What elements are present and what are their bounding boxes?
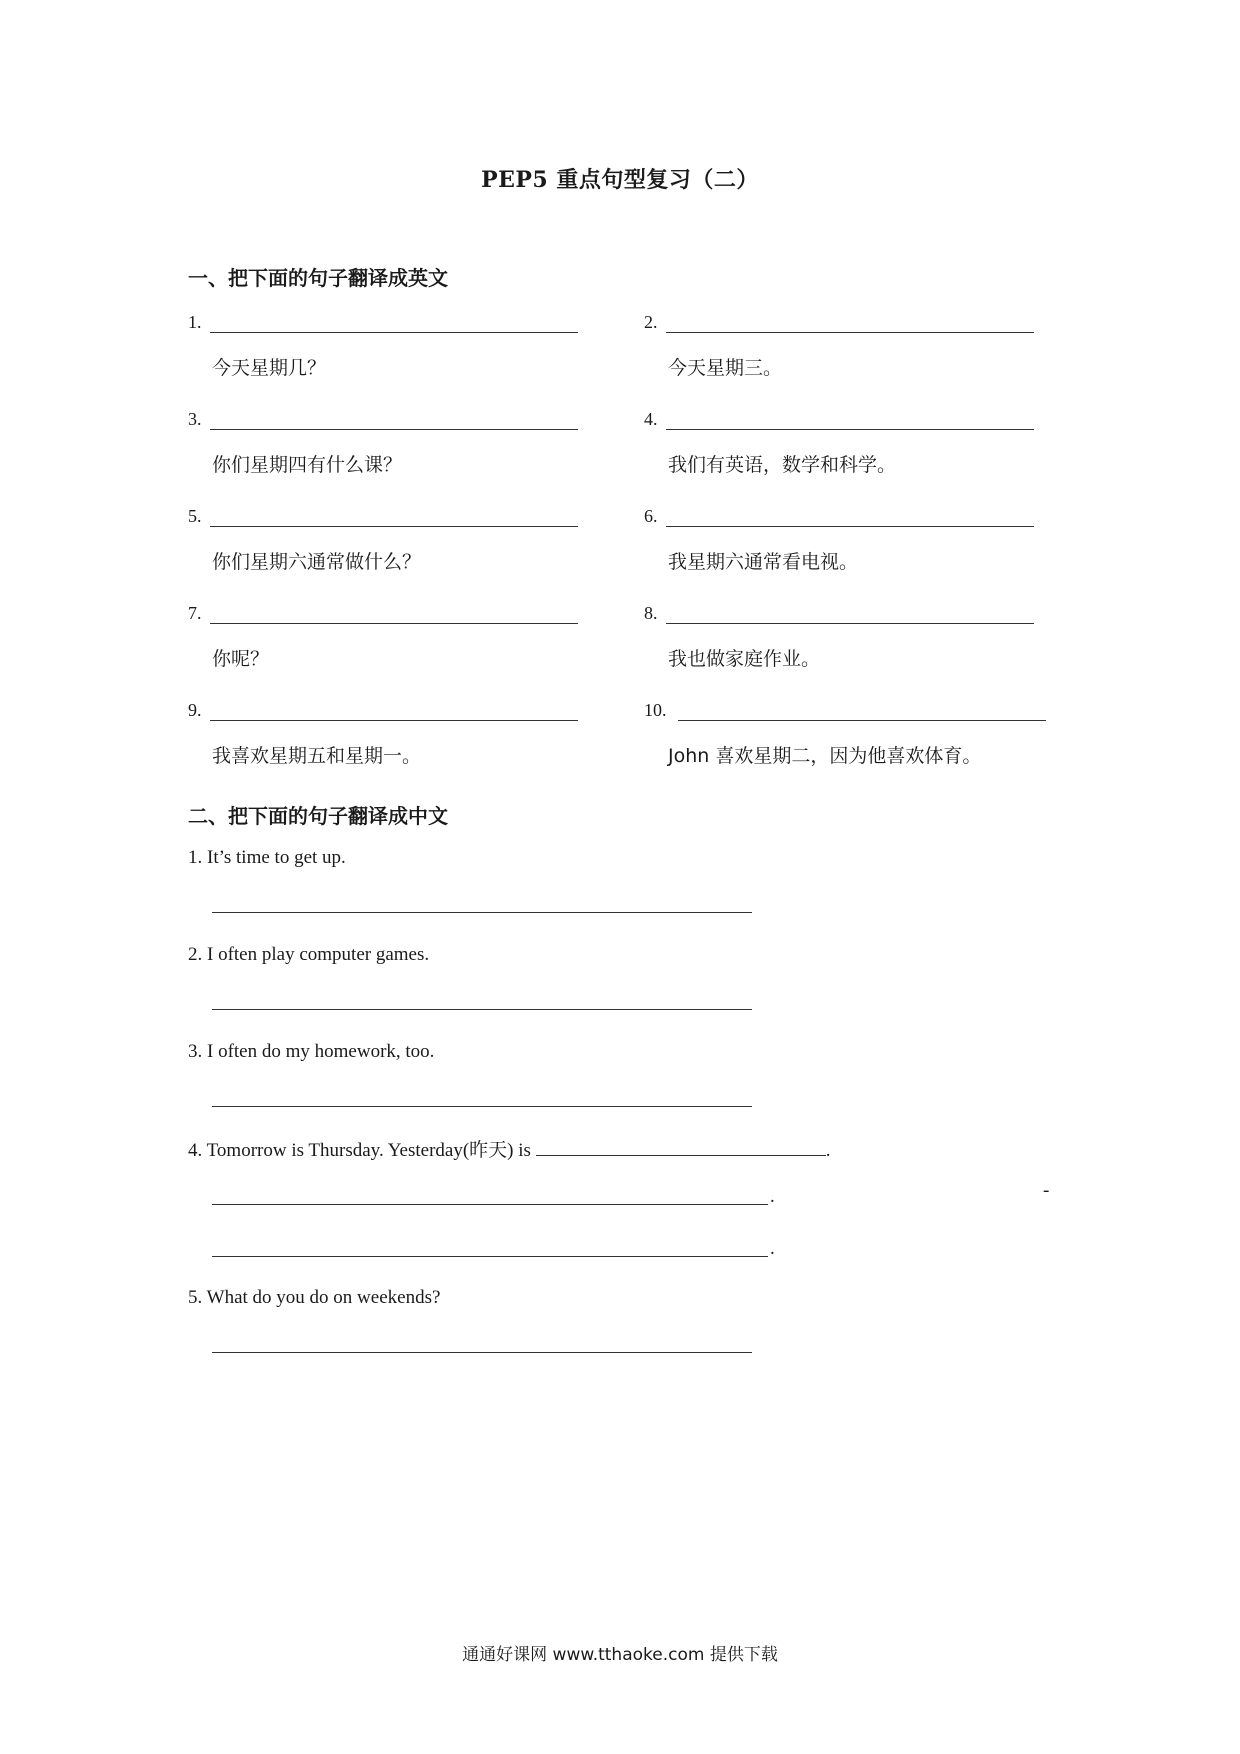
chinese-sentence: 今天星期三。 (668, 357, 783, 379)
chinese-sentence: 我星期六通常看电视。 (668, 551, 859, 573)
answer-line-4b[interactable] (212, 1256, 768, 1257)
answer-line[interactable] (210, 429, 578, 430)
item-number: 9. (188, 700, 202, 720)
item-number: 8. (644, 603, 658, 623)
exercise-3-item (188, 407, 588, 487)
item-number: 10. (644, 700, 667, 720)
chinese-sentence: 我们有英语，数学和科学。 (668, 454, 897, 476)
answer-line[interactable] (678, 720, 1046, 721)
exercise-5-item (188, 504, 588, 584)
line-end-period: . (770, 1186, 775, 1207)
item-number: 5. (188, 506, 202, 526)
page-title: PEP5 重点句型复习（二） (481, 167, 759, 193)
item-number: 2. (644, 312, 658, 332)
exercise-10-item (644, 698, 1064, 778)
exercise-7-item (188, 601, 588, 681)
chinese-sentence: John 喜欢星期二，因为他喜欢体育。 (668, 745, 982, 767)
chinese-sentence: 我也做家庭作业。 (668, 648, 821, 670)
item-number: 3. (188, 409, 202, 429)
answer-line-1[interactable] (212, 912, 752, 913)
chinese-sentence: 你们星期四有什么课？ (212, 454, 403, 476)
section-2-heading: 二、把下面的句子翻译成中文 (188, 804, 448, 828)
answer-line[interactable] (666, 429, 1034, 430)
exercise-1-item (188, 310, 588, 390)
question-3: 3. I often do my homework, too. (188, 1041, 435, 1062)
exercise-4-item (644, 407, 1044, 487)
answer-line[interactable] (666, 526, 1034, 527)
question-4-text: 4. Tomorrow is Thursday. Yesterday(昨天) is (188, 1140, 531, 1161)
question-4-blank[interactable] (536, 1137, 826, 1156)
line-end-period: . (770, 1238, 775, 1259)
answer-line-2[interactable] (212, 1009, 752, 1010)
question-2: 2. I often play computer games. (188, 944, 430, 965)
answer-line[interactable] (210, 332, 578, 333)
answer-line[interactable] (666, 332, 1034, 333)
item-number: 4. (644, 409, 658, 429)
question-5: 5. What do you do on weekends? (188, 1287, 441, 1308)
answer-line[interactable] (210, 720, 578, 721)
chinese-sentence: 今天星期几？ (212, 357, 327, 379)
answer-line[interactable] (210, 623, 578, 624)
answer-line-5[interactable] (212, 1352, 752, 1353)
exercise-8-item (644, 601, 1044, 681)
item-number: 7. (188, 603, 202, 623)
item-number: 6. (644, 506, 658, 526)
answer-line-4a[interactable] (212, 1204, 768, 1205)
answer-line[interactable] (666, 623, 1034, 624)
footer-text: 通通好课网 www.tthaoke.com 提供下载 (462, 1645, 778, 1665)
answer-line[interactable] (210, 526, 578, 527)
answer-line-3[interactable] (212, 1106, 752, 1107)
chinese-sentence: 你呢？ (212, 648, 270, 670)
question-4-period: . (825, 1140, 831, 1161)
chinese-sentence: 你们星期六通常做什么？ (212, 551, 422, 573)
chinese-sentence: 我喜欢星期五和星期一。 (212, 745, 422, 767)
exercise-6-item (644, 504, 1044, 584)
item-number: 1. (188, 312, 202, 332)
exercise-2-item (644, 310, 1044, 390)
question-1: 1. It’s time to get up. (188, 847, 346, 868)
stray-mark: - (1043, 1180, 1050, 1201)
section-1-heading: 一、把下面的句子翻译成英文 (188, 266, 448, 290)
question-4 (188, 1137, 830, 1163)
exercise-9-item (188, 698, 588, 778)
